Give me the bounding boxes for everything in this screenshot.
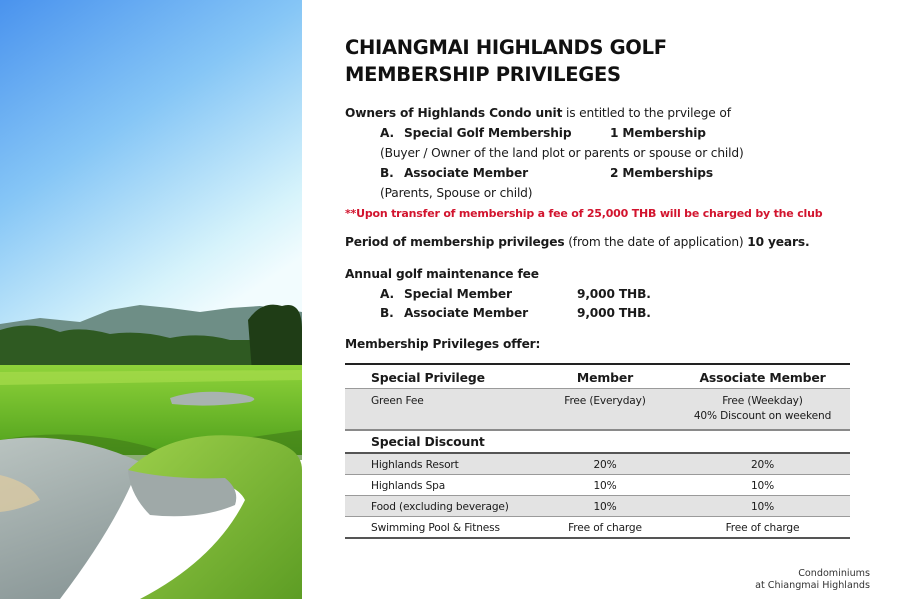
fee-item-b-letter: B. [380,306,394,320]
footer-line-1: Condominiums [798,568,870,579]
table-row [345,496,850,517]
sky [0,0,302,340]
owners-intro [345,106,731,121]
green-fee-associate-line2: 40% Discount on weekend [693,410,832,422]
grass-mound [128,435,302,599]
owner-item-b-name: Associate Member [404,166,528,180]
owner-item-a-note: (Buyer / Owner of the land plot or parents or spouse or child) [380,146,744,160]
offer-heading: Membership Privileges offer: [345,337,541,351]
period-value: 10 years. [747,235,810,249]
table-row [345,517,850,539]
row-member: 10% [593,501,617,513]
fee-item-a-letter: A. [380,287,394,301]
header-associate-member: Associate Member [699,370,826,385]
owner-item-b-count: 2 Memberships [610,166,713,180]
header-member: Member [576,370,634,385]
special-discount-heading: Special Discount [371,434,485,449]
annual-fee-heading: Annual golf maintenance fee [345,267,539,281]
special-discount-row [345,431,850,454]
row-associate: 10% [750,480,775,492]
green-fee-label: Green Fee [371,395,424,407]
owner-item-b-letter: B. [380,166,394,180]
table-row-green-fee [345,389,850,431]
golf-course-photo [0,0,302,599]
row-member: Free of charge [568,522,642,534]
table-header-row [345,363,850,389]
owner-item-b-note: (Parents, Spouse or child) [380,186,533,200]
golf-course-illustration [0,0,302,599]
green-fee-member: Free (Everyday) [564,395,646,407]
fee-item-a-name: Special Member [404,287,512,301]
privileges-table [345,363,850,539]
owners-intro-bold: Owners of Highlands Condo unit [345,106,563,120]
row-member: 20% [593,459,617,471]
fee-item-b-value: 9,000 THB. [577,306,651,320]
row-associate: Free of charge [725,522,800,534]
row-label: Food (excluding beverage) [371,501,509,513]
footer-line-2: at Chiangmai Highlands [755,580,870,591]
footer-brand [755,568,870,592]
tree-right [248,305,302,372]
title-line-2: MEMBERSHIP PRIVILEGES [345,63,621,86]
page-title [345,34,865,88]
owner-item-a-count: 1 Membership [610,126,706,140]
period-bold: Period of membership privileges [345,235,565,249]
row-label: Highlands Spa [371,480,446,492]
green-fee-associate-line1: Free (Weekday) [722,395,803,407]
table-row [345,475,850,496]
owner-item-a-letter: A. [380,126,394,140]
owners-intro-rest: is entitled to the prvilege of [562,106,731,120]
period-rest: (from the date of application) [564,235,748,249]
header-special-privilege: Special Privilege [371,370,485,385]
period-text [345,235,809,250]
transfer-fee-warning: **Upon transfer of membership a fee of 25,000 THB will be charged by the club [345,207,823,220]
row-member: 10% [593,480,617,492]
row-associate: 20% [750,459,775,471]
owner-item-a-name: Special Golf Membership [404,126,572,140]
row-label: Highlands Resort [371,459,459,471]
fee-item-b-name: Associate Member [404,306,528,320]
title-line-1: CHIANGMAI HIGHLANDS GOLF [345,36,667,59]
row-label: Swimming Pool & Fitness [371,522,500,534]
table-row [345,454,850,475]
sand-bunker [0,438,140,599]
fee-item-a-value: 9,000 THB. [577,287,651,301]
row-associate: 10% [750,501,775,513]
